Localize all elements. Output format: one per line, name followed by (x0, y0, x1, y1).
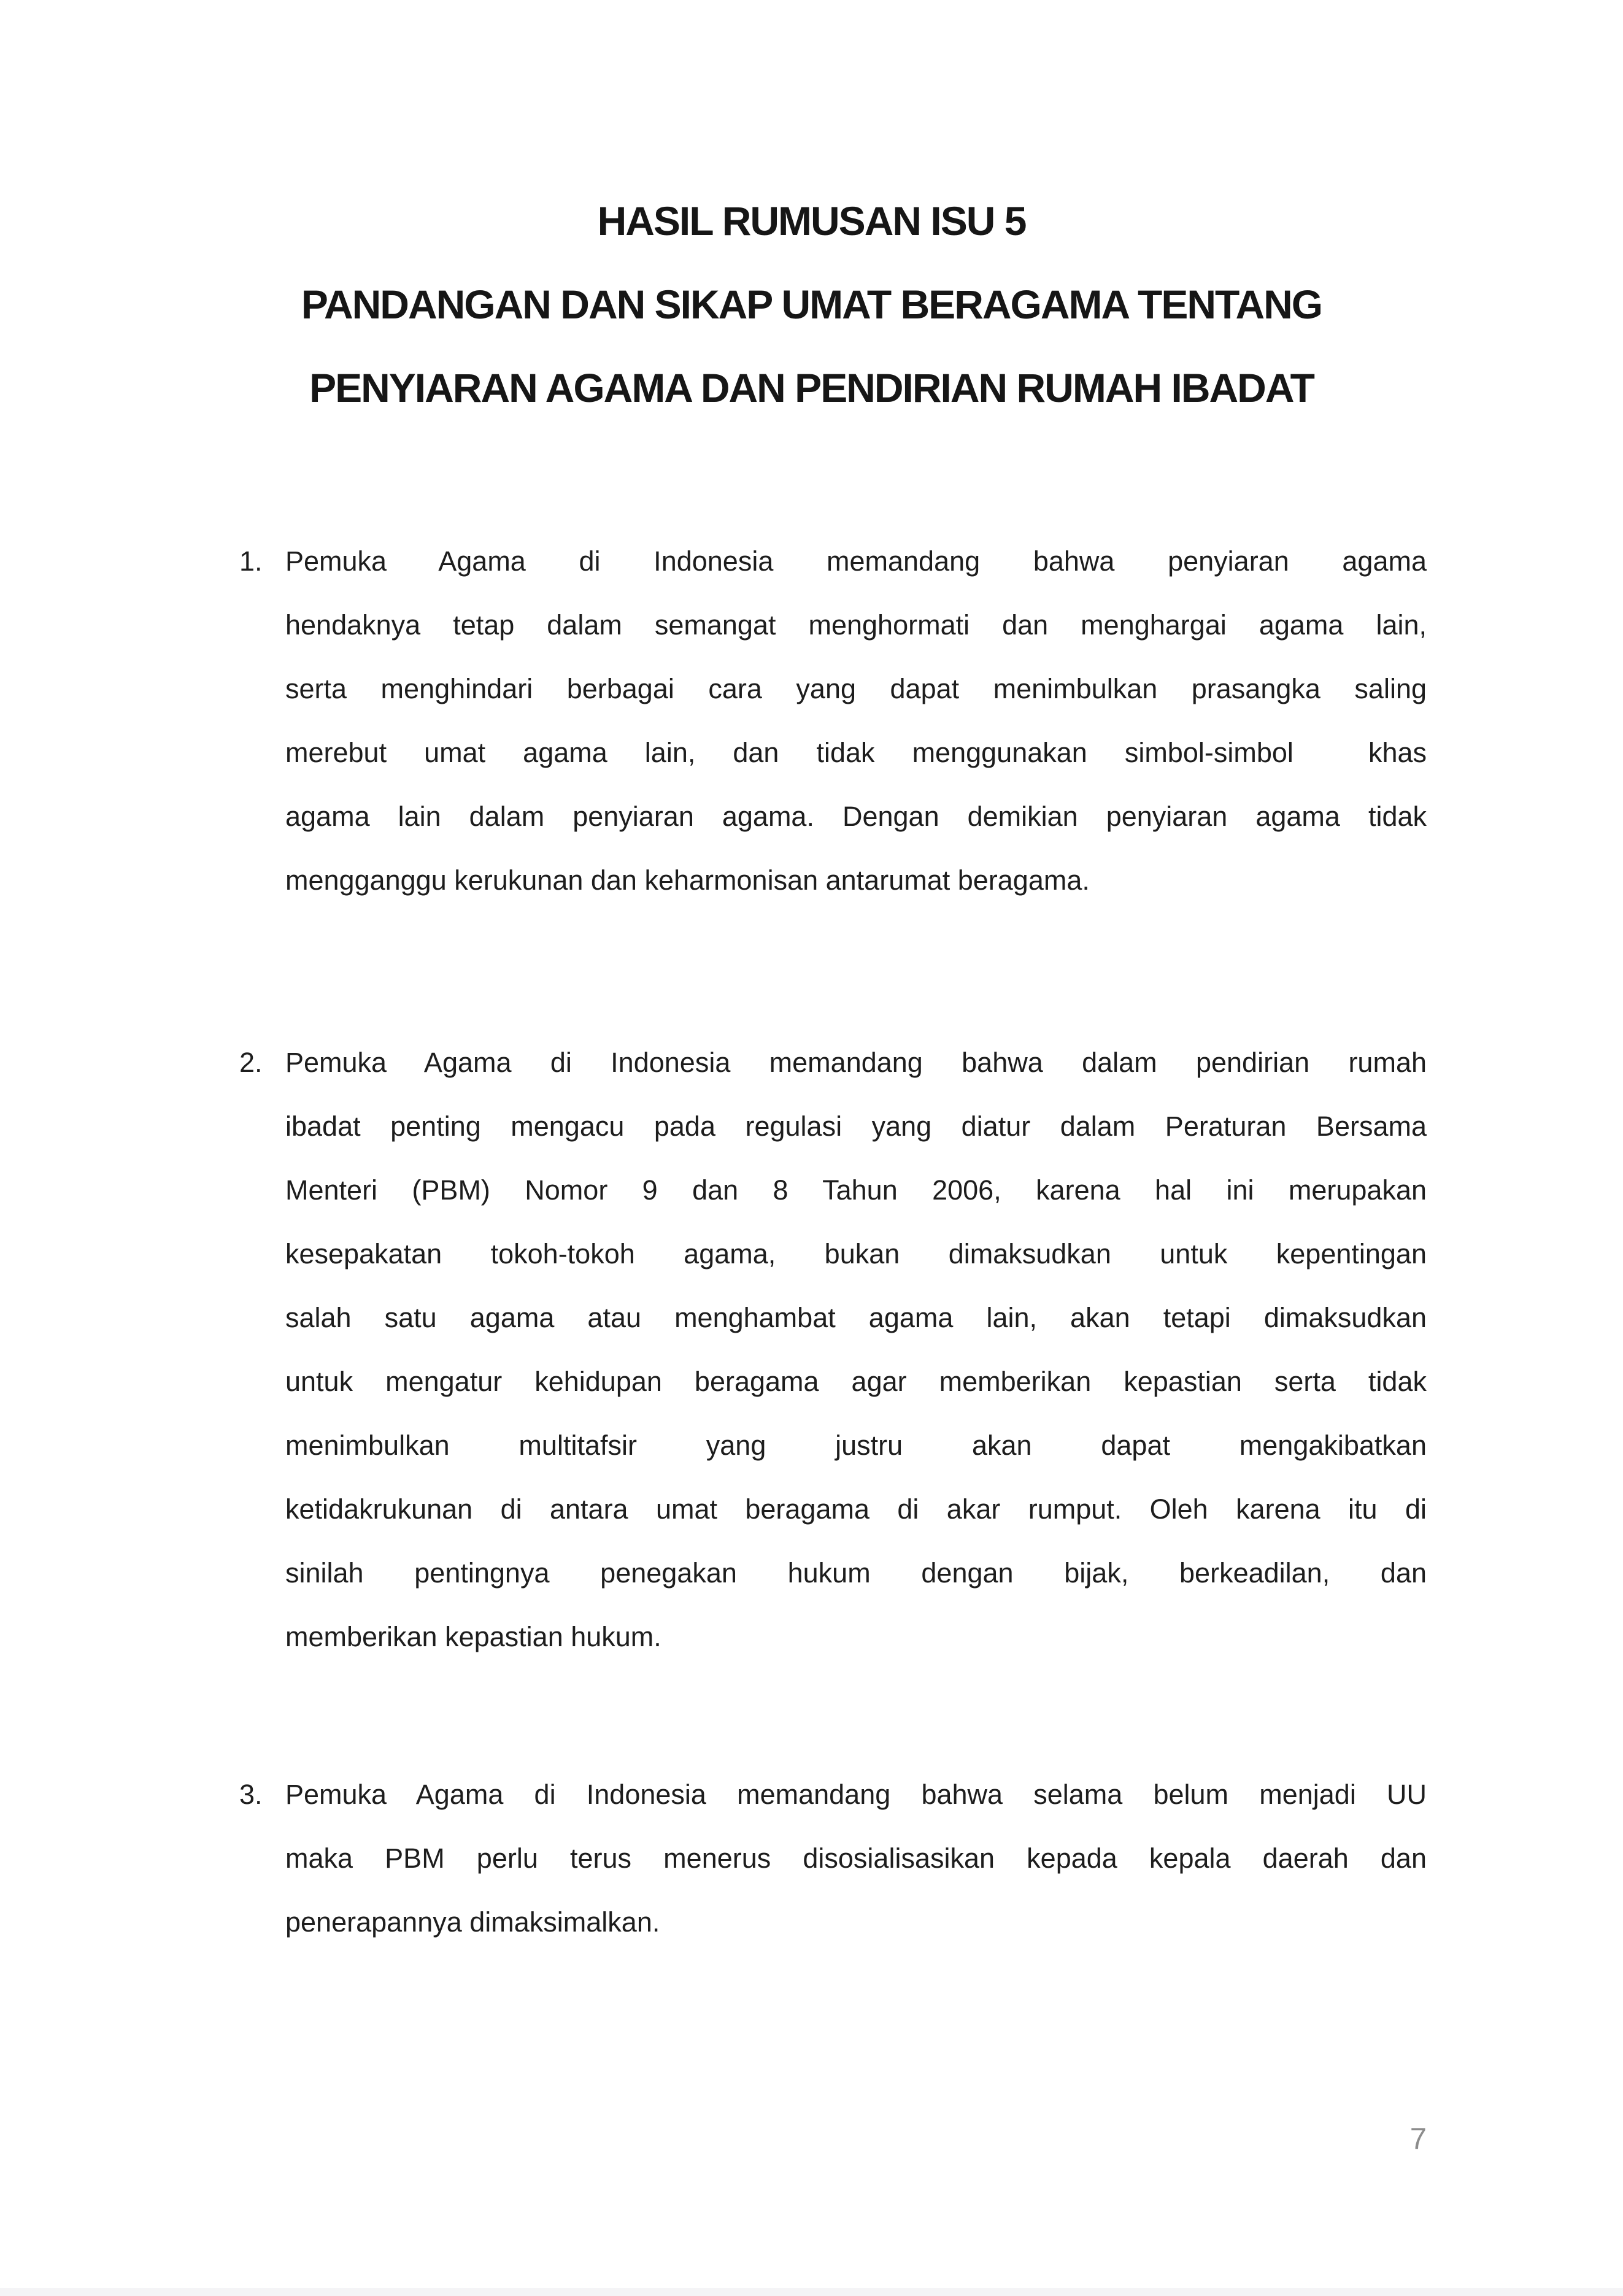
numbered-paragraph-1 (239, 530, 1427, 912)
document-title (0, 179, 1623, 430)
list-number: 3. (239, 1779, 263, 1810)
paragraph-line: memberikan kepastian hukum. (285, 1621, 661, 1652)
paragraph-line: serta menghindari berbagai cara yang dapat menimbulkan prasangka saling (285, 673, 1427, 704)
page-bottom-edge (0, 2288, 1623, 2296)
paragraph-line: mengganggu kerukunan dan keharmonisan antarumat beragama. (285, 865, 1090, 896)
paragraph-line: salah satu agama atau menghambat agama lain, akan tetapi dimaksudkan (285, 1302, 1427, 1333)
title-line-1: HASIL RUMUSAN ISU 5 (597, 198, 1026, 244)
title-line-2: PANDANGAN DAN SIKAP UMAT BERAGAMA TENTANG (301, 282, 1322, 327)
paragraph-line: agama lain dalam penyiaran agama. Dengan demikian penyiaran agama tidak (285, 801, 1427, 832)
list-number: 2. (239, 1047, 263, 1078)
paragraph-line: hendaknya tetap dalam semangat menghormati dan menghargai agama lain, (285, 609, 1427, 641)
paragraph-line: penerapannya dimaksimalkan. (285, 1906, 660, 1938)
paragraph-line: untuk mengatur kehidupan beragama agar memberikan kepastian serta tidak (285, 1366, 1427, 1397)
paragraph-line: ketidakrukunan di antara umat beragama di akar rumput. Oleh karena itu di (285, 1493, 1427, 1525)
list-number: 1. (239, 545, 263, 577)
paragraph-line: merebut umat agama lain, dan tidak menggunakan simbol-simbol khas (285, 737, 1427, 768)
paragraph-line: Pemuka Agama di Indonesia memandang bahwa selama belum menjadi UU (285, 1779, 1427, 1810)
title-line-3: PENYIARAN AGAMA DAN PENDIRIAN RUMAH IBADAT (309, 365, 1314, 410)
numbered-paragraph-3 (239, 1763, 1427, 1954)
paragraph-body (285, 1763, 1427, 1954)
paragraph-line: kesepakatan tokoh-tokoh agama, bukan dimaksudkan untuk kepentingan (285, 1238, 1427, 1269)
paragraph-line: Menteri (PBM) Nomor 9 dan 8 Tahun 2006, karena hal ini merupakan (285, 1174, 1427, 1206)
page-number: 7 (1409, 2122, 1427, 2155)
paragraph-line: sinilah pentingnya penegakan hukum dengan bijak, berkeadilan, dan (285, 1557, 1427, 1589)
paragraph-body (285, 1031, 1427, 1669)
paragraph-line: Pemuka Agama di Indonesia memandang bahwa penyiaran agama (285, 545, 1427, 577)
paragraph-line: menimbulkan multitafsir yang justru akan dapat mengakibatkan (285, 1430, 1427, 1461)
numbered-paragraph-2 (239, 1031, 1427, 1669)
paragraph-line: maka PBM perlu terus menerus disosialisasikan kepada kepala daerah dan (285, 1843, 1427, 1874)
paragraph-line: Pemuka Agama di Indonesia memandang bahwa dalam pendirian rumah (285, 1047, 1427, 1078)
paragraph-body (285, 530, 1427, 912)
paragraph-line: ibadat penting mengacu pada regulasi yang diatur dalam Peraturan Bersama (285, 1111, 1427, 1142)
